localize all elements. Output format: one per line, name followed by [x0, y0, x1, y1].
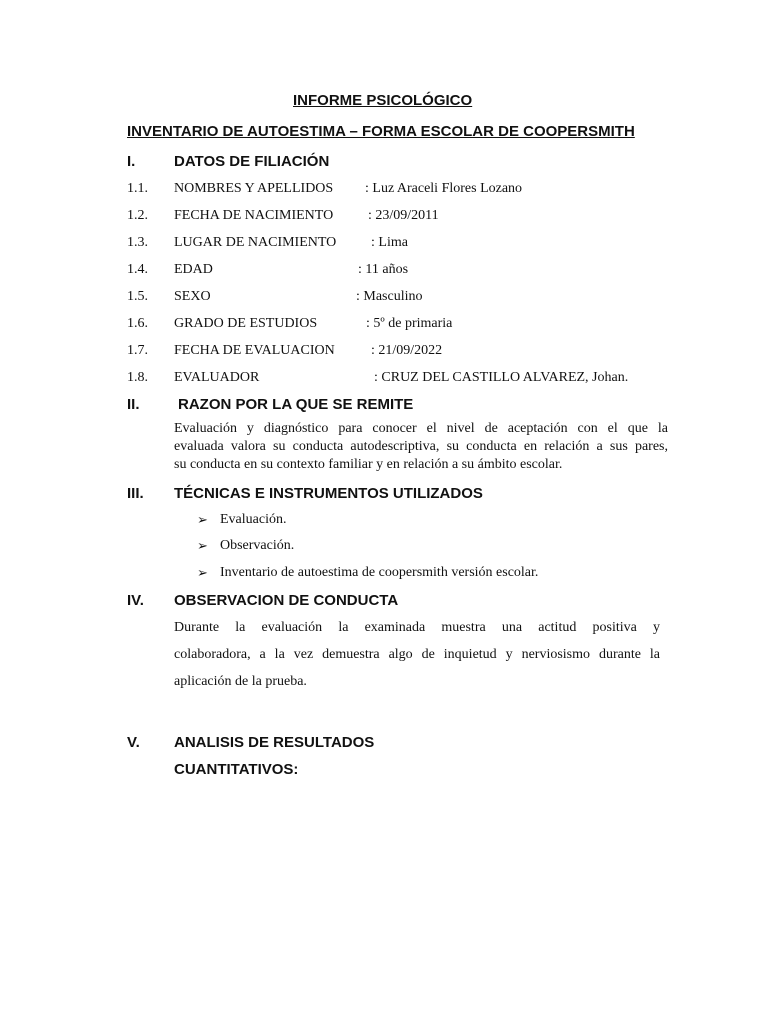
filiation-row-value: : 5º de primaria: [366, 316, 453, 331]
filiation-row-value: : Luz Araceli Flores Lozano: [365, 181, 523, 196]
filiation-row-value: : Lima: [371, 235, 408, 250]
filiation-row-number: 1.4.: [127, 262, 148, 277]
filiation-row-label: FECHA DE EVALUACION: [174, 343, 335, 358]
filiation-row-label: EDAD: [174, 262, 213, 277]
section-4-number: IV.: [127, 592, 144, 609]
arrow-bullet-icon: ➢: [197, 538, 208, 553]
paragraph-line: su conducta en su contexto familiar y en relación a su ámbito escolar.: [174, 457, 563, 472]
filiation-row-number: 1.8.: [127, 370, 148, 385]
filiation-row-value: : 21/09/2022: [371, 343, 443, 358]
filiation-row-number: 1.6.: [127, 316, 148, 331]
section-5-number: V.: [127, 734, 140, 751]
paragraph-line: evaluada valora su conducta autodescriptiva, su conducta en relación a sus pares,: [174, 439, 668, 454]
filiation-row-label: FECHA DE NACIMIENTO: [174, 208, 334, 223]
behavior-observation-paragraph: [174, 614, 660, 695]
paragraph-line: Durante la evaluación la examinada muestra una actitud positiva y: [174, 620, 660, 635]
section-2-title: RAZON POR LA QUE SE REMITE: [178, 396, 414, 413]
section-2-number: II.: [127, 396, 140, 413]
paragraph-line: aplicación de la prueba.: [174, 674, 307, 689]
filiation-row-label: SEXO: [174, 289, 211, 304]
section-5-subtitle: CUANTITATIVOS:: [174, 761, 299, 778]
filiation-row-number: 1.2.: [127, 208, 148, 223]
filiation-row-label: NOMBRES Y APELLIDOS: [174, 181, 334, 196]
filiation-row-number: 1.3.: [127, 235, 148, 250]
page-title: INFORME PSICOLÓGICO: [293, 92, 473, 109]
filiation-row-number: 1.1.: [127, 181, 148, 196]
paragraph-line: colaboradora, a la vez demuestra algo de inquietud y nerviosismo durante la: [174, 647, 660, 662]
list-item: Inventario de autoestima de coopersmith versión escolar.: [220, 565, 539, 580]
page-subtitle: INVENTARIO DE AUTOESTIMA – FORMA ESCOLAR DE COOPERSMITH: [127, 123, 635, 140]
section-3-number: III.: [127, 485, 144, 502]
filiation-row-value: : CRUZ DEL CASTILLO ALVAREZ, Johan.: [374, 370, 629, 385]
section-1-number: I.: [127, 153, 136, 170]
filiation-row-label: LUGAR DE NACIMIENTO: [174, 235, 337, 250]
filiation-row-label: EVALUADOR: [174, 370, 260, 385]
referral-reason-paragraph: [174, 420, 668, 474]
paragraph-line: Evaluación y diagnóstico para conocer el nivel de aceptación con el que la: [174, 421, 668, 436]
filiation-row-number: 1.7.: [127, 343, 148, 358]
list-item: Observación.: [220, 538, 295, 553]
section-1-title: DATOS DE FILIACIÓN: [174, 153, 330, 170]
filiation-row-number: 1.5.: [127, 289, 148, 304]
arrow-bullet-icon: ➢: [197, 565, 208, 580]
list-item: Evaluación.: [220, 512, 287, 527]
filiation-row-value: : Masculino: [356, 289, 423, 304]
arrow-bullet-icon: ➢: [197, 512, 208, 527]
section-5-title: ANALISIS DE RESULTADOS: [174, 734, 375, 751]
section-4-title: OBSERVACION DE CONDUCTA: [174, 592, 399, 609]
filiation-row-value: : 11 años: [358, 262, 409, 277]
filiation-row-value: : 23/09/2011: [368, 208, 439, 223]
section-3-title: TÉCNICAS E INSTRUMENTOS UTILIZADOS: [174, 485, 483, 502]
filiation-row-label: GRADO DE ESTUDIOS: [174, 316, 318, 331]
